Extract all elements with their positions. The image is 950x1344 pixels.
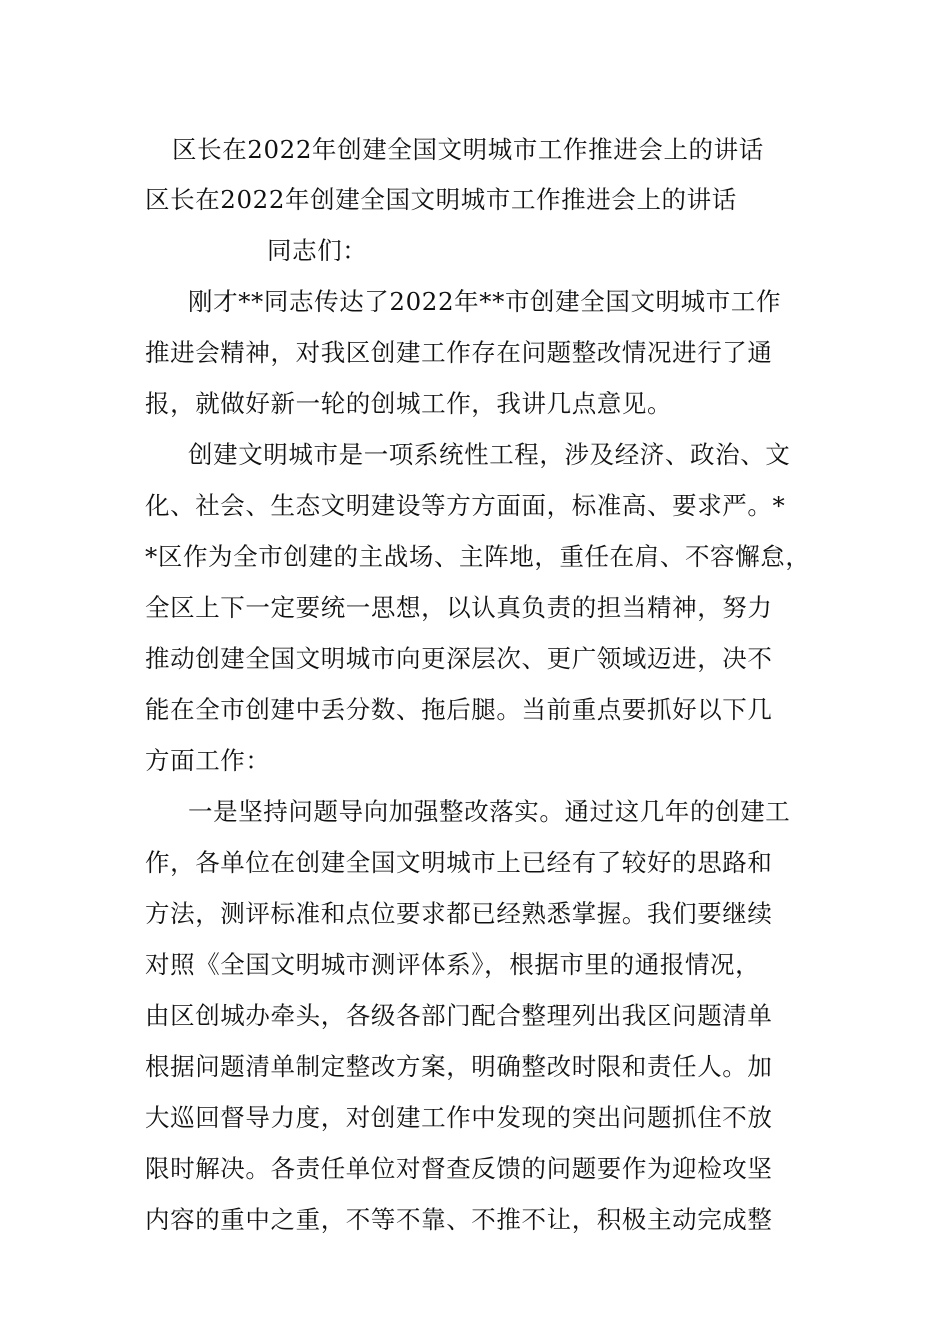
- body-line: 内容的重中之重，不等不靠、不推不让，积极主动完成整: [145, 1205, 773, 1234]
- body-line: 根据问题清单制定整改方案，明确整改时限和责任人。加: [145, 1052, 773, 1081]
- body-line: 推进会精神，对我区创建工作存在问题整改情况进行了通: [145, 338, 773, 367]
- body-line: 作，各单位在创建全国文明城市上已经有了较好的思路和: [145, 848, 773, 877]
- body-line: 刚才**同志传达了2022年**市创建全国文明城市工作: [188, 287, 782, 316]
- body-line: *区作为全市创建的主战场、主阵地，重任在肩、不容懈怠，: [145, 542, 811, 571]
- body-line: 一是坚持问题导向加强整改落实。通过这几年的创建工: [188, 797, 791, 826]
- body-line: 全区上下一定要统一思想，以认真负责的担当精神，努力: [145, 593, 773, 622]
- body-line: 大巡回督导力度，对创建工作中发现的突出问题抓住不放: [145, 1103, 773, 1132]
- body-line: 对照《全国文明城市测评体系》，根据市里的通报情况，: [145, 950, 761, 979]
- body-line: 由区创城办牵头，各级各部门配合整理列出我区问题清单: [145, 1001, 773, 1030]
- body-line: 化、社会、生态文明建设等方方面面，标准高、要求严。*: [145, 491, 786, 520]
- body-line: 方法，测评标准和点位要求都已经熟悉掌握。我们要继续: [145, 899, 773, 928]
- document-title-repeat: 区长在2022年创建全国文明城市工作推进会上的讲话: [145, 185, 737, 214]
- salutation: 同志们：: [267, 236, 368, 265]
- body-line: 限时解决。各责任单位对督查反馈的问题要作为迎检攻坚: [145, 1154, 773, 1183]
- body-line: 推动创建全国文明城市向更深层次、更广领域迈进，决不: [145, 644, 773, 673]
- body-line: 方面工作：: [145, 746, 271, 775]
- body-line: 创建文明城市是一项系统性工程，涉及经济、政治、文: [188, 440, 791, 469]
- body-line: 能在全市创建中丢分数、拖后腿。当前重点要抓好以下几: [145, 695, 773, 724]
- body-line: 报，就做好新一轮的创城工作，我讲几点意见。: [145, 389, 673, 418]
- document-title: 区长在2022年创建全国文明城市工作推进会上的讲话: [172, 135, 764, 164]
